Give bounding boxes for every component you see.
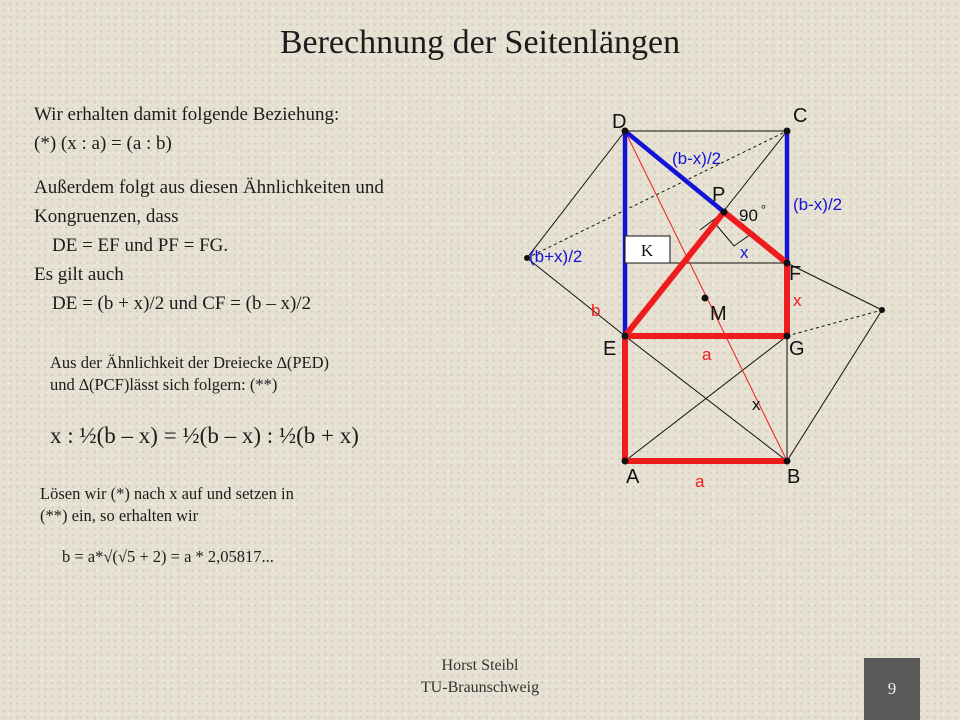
segment-dp	[625, 131, 724, 212]
label-angle: 90 °	[739, 201, 767, 225]
kappa-label: K	[640, 241, 654, 260]
label-g: G	[789, 338, 805, 360]
footer-author: Horst Steibl	[441, 657, 519, 674]
label-a-mid: a	[702, 345, 712, 364]
point-p	[721, 209, 728, 216]
congruence-line-1: Außerdem folgt aus diesen Ähnlichkeiten und	[34, 177, 384, 198]
label-a-bottom: a	[695, 472, 705, 491]
solve-line-1: Lösen wir (*) nach x auf und setzen in	[40, 484, 294, 503]
page-number: 9	[864, 658, 920, 720]
similarity-line-2: und ∆(PCF)lässt sich folgern: (**)	[50, 375, 278, 394]
label-a: A	[626, 466, 640, 488]
outer-line-left-top	[527, 131, 625, 258]
point-c	[784, 128, 791, 135]
point-a	[622, 458, 629, 465]
outer-line-right-bottom	[787, 310, 882, 461]
congruence-equation-2: DE = (b + x)/2 und CF = (b – x)/2	[52, 293, 312, 314]
label-b: B	[787, 466, 801, 488]
label-m: M	[710, 303, 727, 325]
label-bx-half-top: (b-x)/2	[672, 149, 722, 168]
label-e: E	[603, 338, 617, 360]
congruence-equation-1: DE = EF und PF = FG.	[52, 235, 229, 256]
footer	[330, 655, 630, 699]
solve-line-2: (**) ein, so erhalten wir	[40, 506, 199, 525]
outer-line-left-bottom	[527, 258, 625, 336]
relation-intro: Wir erhalten damit folgende Beziehung:	[34, 104, 340, 125]
footer-institution: TU-Braunschweig	[420, 679, 540, 696]
label-p: P	[712, 184, 726, 206]
label-bx-half-right: (b-x)/2	[793, 195, 843, 214]
congruence-line-2: Kongruenzen, dass	[34, 206, 179, 227]
similarity-line-1: Aus der Ähnlichkeit der Dreiecke ∆(PED)	[50, 353, 330, 372]
page-title: Berechnung der Seitenlängen	[279, 24, 681, 61]
label-x-near-p: x	[740, 243, 749, 262]
result-formula: b = a*√(√5 + 2) = a * 2,05817...	[62, 547, 274, 566]
relation-equation: (*) (x : a) = (a : b)	[34, 133, 172, 154]
congruence-line-3: Es gilt auch	[34, 264, 124, 285]
label-bpx-half: (b+x)/2	[529, 247, 583, 266]
label-f: F	[789, 263, 802, 285]
point-outer-right	[879, 307, 885, 313]
label-x-right: x	[793, 291, 802, 310]
point-e	[622, 333, 629, 340]
label-x-diagonal: x	[752, 395, 761, 414]
point-m	[702, 295, 709, 302]
label-b-side: b	[591, 301, 601, 320]
point-b	[784, 458, 791, 465]
label-c: C	[793, 105, 808, 127]
proportion-formula: x : ½(b – x) = ½(b – x) : ½(b + x)	[50, 423, 359, 448]
label-d: D	[612, 111, 627, 133]
